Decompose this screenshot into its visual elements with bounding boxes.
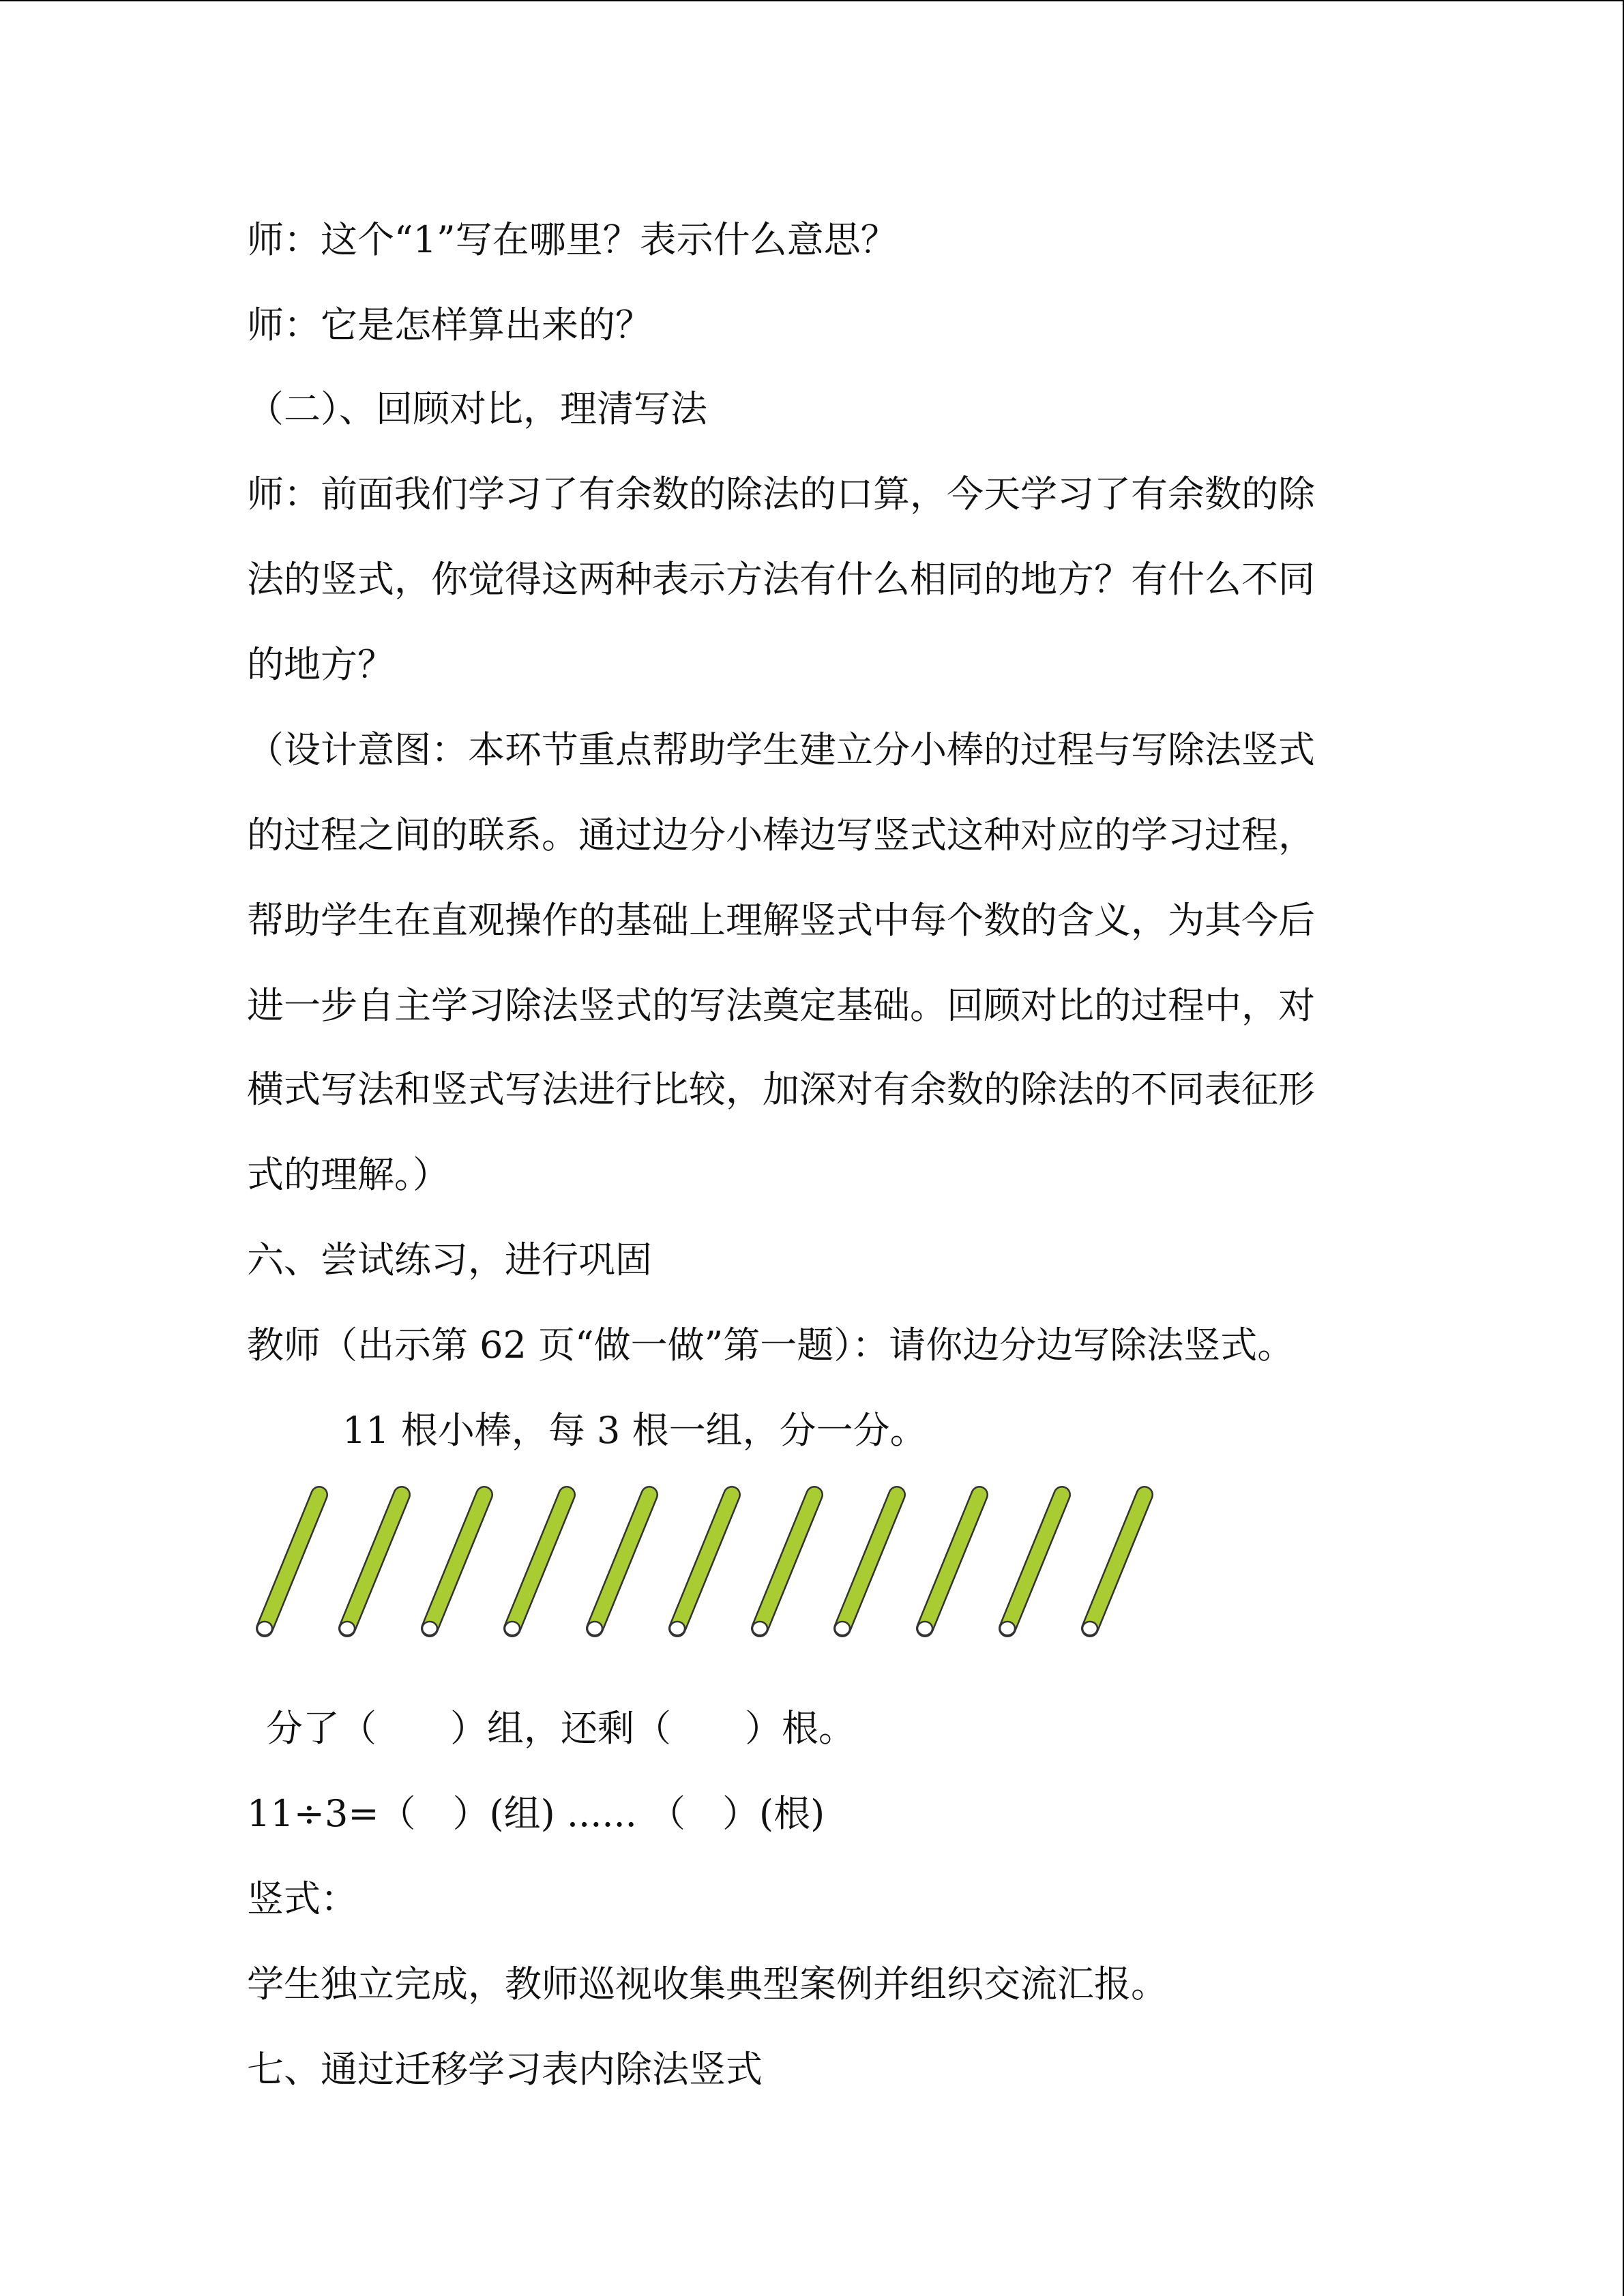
text-line: 竖式： [247,1877,357,1920]
text-line: 教师（出示第 62 页“做一做”第一题）：请你边分边写除法竖式。 [247,1324,1295,1367]
stick [587,1495,649,1635]
text-line: 11 根小棒，每 3 根一组，分一分。 [342,1409,927,1452]
text-line: （二）、回顾对比，理清写法 [247,387,707,430]
stick [422,1495,484,1635]
text-line: 横式写法和竖式写法进行比较，加深对有余数的除法的不同表征形 [247,1068,1315,1111]
stick [670,1495,732,1635]
text-line: 分了（ ）组，还剩（ ）根。 [266,1707,855,1750]
text-line: 师：这个“1”写在哪里？表示什么意思？ [247,218,898,261]
text-line: 六、尝试练习，进行巩固 [247,1238,652,1281]
stick [835,1495,897,1635]
text-line: 的过程之间的联系。通过边分小棒边写竖式这种对应的学习过程， [247,814,1315,856]
text-line: 11÷3=（ ）(组) ...... （ ）(根) [247,1792,825,1835]
text-line: 进一步自主学习除法竖式的写法奠定基础。回顾对比的过程中，对 [247,984,1315,1027]
stick [752,1495,814,1635]
stick [917,1495,979,1635]
stick [505,1495,567,1635]
stick [1000,1495,1062,1635]
text-line: 七、通过迁移学习表内除法竖式 [247,2048,763,2091]
stick [257,1495,319,1635]
stick [1082,1495,1145,1635]
text-line: 师：前面我们学习了有余数的除法的口算，今天学习了有余数的除 [247,473,1315,516]
stick [340,1495,402,1635]
text-line: 法的竖式，你觉得这两种表示方法有什么相同的地方？有什么不同 [247,558,1315,601]
text-line: 式的理解。） [247,1153,449,1196]
text-line: 师：它是怎样算出来的？ [247,303,652,346]
text-line: 的地方？ [247,643,394,686]
text-line: 帮助学生在直观操作的基础上理解竖式中每个数的含义，为其今后 [247,899,1315,942]
sticks-illustration [246,1480,1173,1643]
text-line: 学生独立完成，教师巡视收集典型案例并组织交流汇报。 [247,1963,1168,2006]
text-line: （设计意图：本环节重点帮助学生建立分小棒的过程与写除法竖式 [247,728,1315,771]
